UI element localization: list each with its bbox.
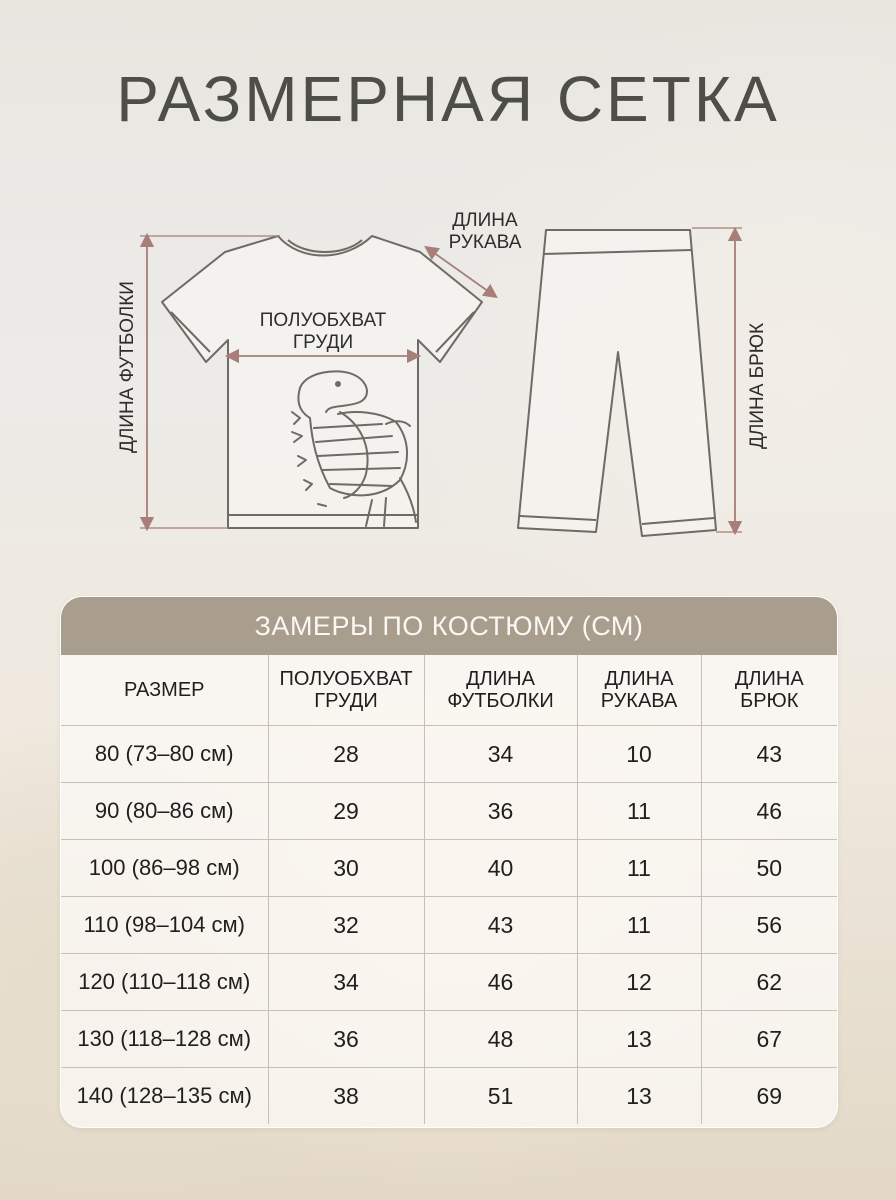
cell-sleeve: 10 xyxy=(577,726,701,783)
cell-size: 130 (118–128 см) xyxy=(61,1011,268,1068)
cell-pants: 50 xyxy=(701,840,837,897)
cell-chest: 29 xyxy=(268,783,424,840)
table-row xyxy=(61,1068,837,1125)
table-row xyxy=(61,1011,837,1068)
col-header-size: РАЗМЕР xyxy=(61,655,268,726)
table-title: ЗАМЕРЫ ПО КОСТЮМУ (СМ) xyxy=(61,597,837,655)
shirt-length-label: ДЛИНА ФУТБОЛКИ xyxy=(117,281,138,453)
cell-size: 80 (73–80 см) xyxy=(61,726,268,783)
cell-chest: 36 xyxy=(268,1011,424,1068)
cell-chest: 34 xyxy=(268,954,424,1011)
cell-pants: 69 xyxy=(701,1068,837,1125)
col-header-chest: ПОЛУОБХВАТ ГРУДИ xyxy=(268,655,424,726)
cell-sleeve: 12 xyxy=(577,954,701,1011)
cell-size: 90 (80–86 см) xyxy=(61,783,268,840)
cell-shirt-length: 36 xyxy=(424,783,577,840)
cell-shirt-length: 48 xyxy=(424,1011,577,1068)
table-row xyxy=(61,726,837,783)
col-header-pants: ДЛИНА БРЮК xyxy=(701,655,837,726)
table-row xyxy=(61,783,837,840)
cell-size: 110 (98–104 см) xyxy=(61,897,268,954)
table-row xyxy=(61,897,837,954)
cell-shirt-length: 40 xyxy=(424,840,577,897)
cell-size: 120 (110–118 см) xyxy=(61,954,268,1011)
cell-sleeve: 13 xyxy=(577,1068,701,1125)
size-table xyxy=(61,655,837,1124)
chest-label: ПОЛУОБХВАТ ГРУДИ xyxy=(259,310,387,353)
table-row xyxy=(61,954,837,1011)
cell-pants: 46 xyxy=(701,783,837,840)
cell-pants: 43 xyxy=(701,726,837,783)
cell-shirt-length: 34 xyxy=(424,726,577,783)
cell-shirt-length: 51 xyxy=(424,1068,577,1125)
cell-pants: 67 xyxy=(701,1011,837,1068)
col-header-sleeve: ДЛИНА РУКАВА xyxy=(577,655,701,726)
pants-length-label: ДЛИНА БРЮК xyxy=(747,322,768,449)
cell-chest: 28 xyxy=(268,726,424,783)
col-header-shirt-length: ДЛИНА ФУТБОЛКИ xyxy=(424,655,577,726)
cell-shirt-length: 46 xyxy=(424,954,577,1011)
table-header-row xyxy=(61,655,837,726)
pants-drawing xyxy=(518,230,716,536)
sleeve-length-label: ДЛИНА РУКАВА xyxy=(448,210,522,253)
cell-sleeve: 11 xyxy=(577,783,701,840)
size-table-card xyxy=(60,596,838,1128)
page-title: РАЗМЕРНАЯ СЕТКА xyxy=(116,63,780,135)
cell-pants: 56 xyxy=(701,897,837,954)
cell-sleeve: 11 xyxy=(577,897,701,954)
cell-pants: 62 xyxy=(701,954,837,1011)
cell-size: 100 (86–98 см) xyxy=(61,840,268,897)
cell-chest: 30 xyxy=(268,840,424,897)
cell-size: 140 (128–135 см) xyxy=(61,1068,268,1125)
cell-chest: 38 xyxy=(268,1068,424,1125)
cell-sleeve: 11 xyxy=(577,840,701,897)
cell-shirt-length: 43 xyxy=(424,897,577,954)
table-row xyxy=(61,840,837,897)
tshirt-drawing xyxy=(162,236,482,528)
cell-chest: 32 xyxy=(268,897,424,954)
cell-sleeve: 13 xyxy=(577,1011,701,1068)
